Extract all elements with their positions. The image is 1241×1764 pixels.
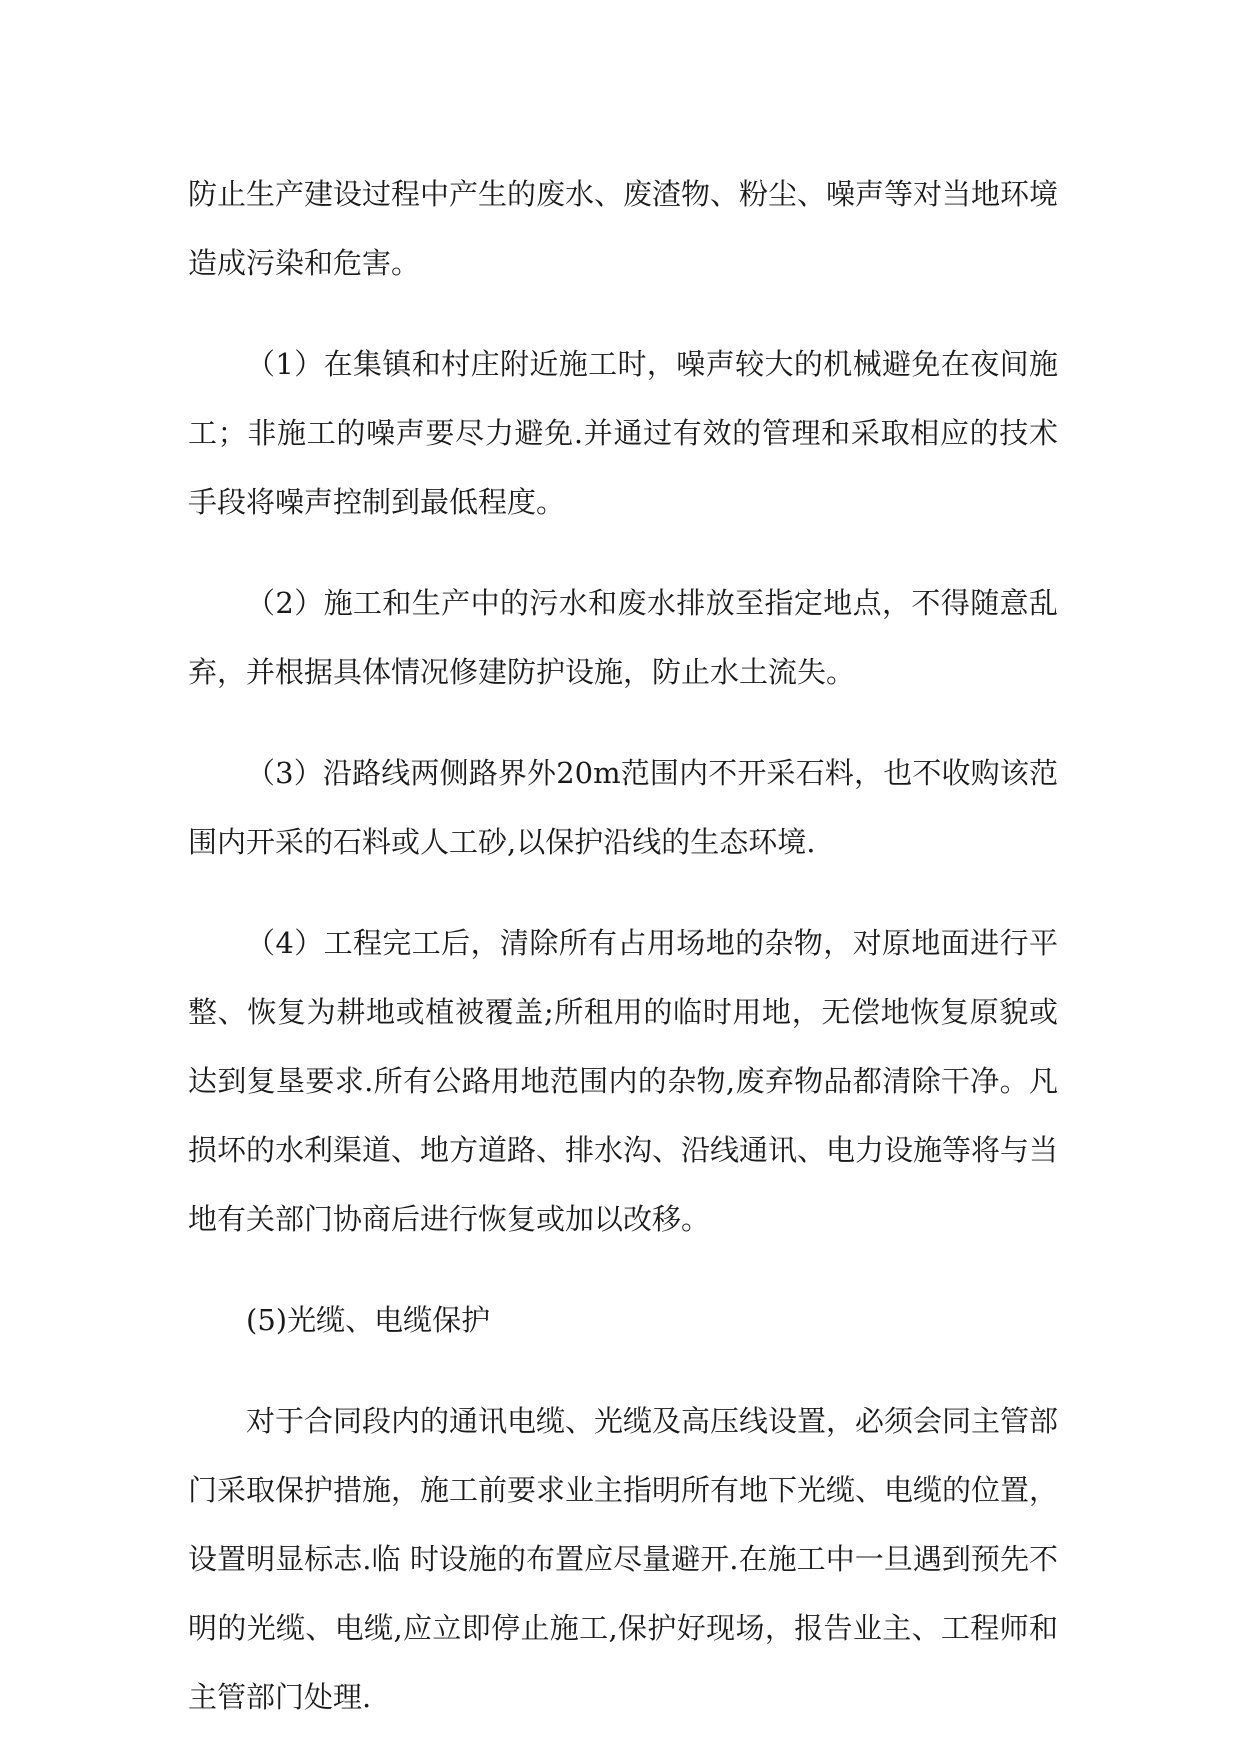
paragraph-cable-protection: 对于合同段内的通讯电缆、光缆及高压线设置，必须会同主管部门采取保护措施，施工前要求业主指明所有地下光缆、电缆的位置，设置明显标志.临 时设施的布置应尽量避开.在施工中一旦遇到预先不明的光缆、电缆,应立即停止施工,保护好现场，报告业主、工程师和主管部门处理. xyxy=(188,1404,1059,1714)
paragraph-item-5-heading: (5)光缆、电缆保护 xyxy=(246,1303,491,1337)
paragraph-item-1: （1）在集镇和村庄附近施工时，噪声较大的机械避免在夜间施工；非施工的噪声要尽力避免.并通过有效的管理和采取相应的技术手段将噪声控制到最低程度。 xyxy=(188,347,1058,519)
document-body xyxy=(188,160,1058,1764)
paragraph-item-3: （3）沿路线两侧路界外20m范围内不开采石料，也不收购该范围内开采的石料或人工砂,以保护沿线的生态环境. xyxy=(188,756,1058,859)
paragraph-item-4: （4）工程完工后，清除所有占用场地的杂物，对原地面进行平整、恢复为耕地或植被覆盖;所租用的临时用地，无偿地恢复原貌或达到复垦要求.所有公路用地范围内的杂物,废弃物品都清除干净。凡损坏的水利渠道、地方道路、排水沟、沿线通讯、电力设施等将与当地有关部门协商后进行恢复或加以改移。 xyxy=(188,926,1059,1236)
paragraph-item-2: （2）施工和生产中的污水和废水排放至指定地点，不得随意乱弃，并根据具体情况修建防护设施，防止水土流失。 xyxy=(188,586,1058,689)
paragraph-intro: 防止生产建设过程中产生的废水、废渣物、粉尘、噪声等对当地环境造成污染和危害。 xyxy=(188,177,1059,280)
